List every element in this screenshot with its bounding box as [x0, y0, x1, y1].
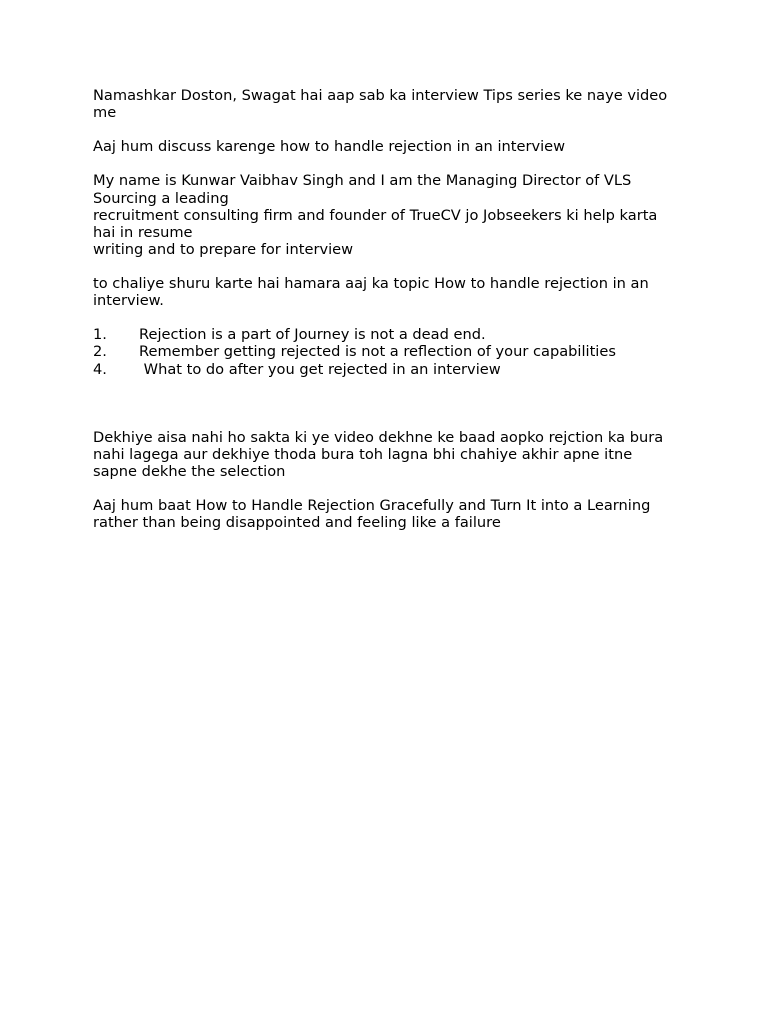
topic-text: to chaliye shuru karte hai hamara aaj ka topic How to handle rejection in an interview. [93, 275, 649, 310]
list-item [93, 361, 678, 378]
intro-text: Namashkar Doston, Swagat hai aap sab ka interview Tips series ke naye video me [93, 87, 668, 122]
bio-line-3: writing and to prepare for interview [93, 240, 354, 258]
bio-line-2: recruitment consulting firm and founder of TrueCV jo Jobseekers ki help karta hai in resume [93, 206, 658, 241]
list-item-text: What to do after you get rejected in an interview [139, 360, 501, 378]
list-item-text: Remember getting rejected is not a reflection of your capabilities [139, 343, 616, 361]
numbered-list [93, 326, 678, 377]
list-item-number: 4. [93, 360, 107, 378]
spacer [93, 378, 678, 429]
list-item-text: Rejection is a part of Journey is not a dead end. [139, 326, 486, 344]
discuss-text: Aaj hum discuss karenge how to handle rejection in an interview [93, 138, 566, 156]
closing-paragraph [93, 497, 678, 531]
intro-paragraph [93, 87, 678, 121]
topic-paragraph [93, 275, 678, 309]
list-item [93, 343, 678, 360]
dekhiye-text: Dekhiye aisa nahi ho sakta ki ye video dekhne ke baad aopko rejction ka bura nahi lagega aur dekhiye thoda bura toh lagna bhi chahiye akhir apne itne sapne dekhe the selection [93, 428, 664, 480]
bio-line-1: My name is Kunwar Vaibhav Singh and I am the Managing Director of VLS Sourcing a leading [93, 172, 632, 207]
list-item-number: 1. [93, 326, 107, 344]
list-item-number: 2. [93, 343, 107, 361]
document-page [93, 87, 678, 548]
closing-text: Aaj hum baat How to Handle Rejection Gracefully and Turn It into a Learning rather than being disappointed and feeling like a failure [93, 496, 651, 532]
bio-paragraph [93, 172, 678, 257]
list-item [93, 326, 678, 343]
dekhiye-paragraph [93, 429, 678, 480]
discuss-paragraph [93, 138, 678, 155]
